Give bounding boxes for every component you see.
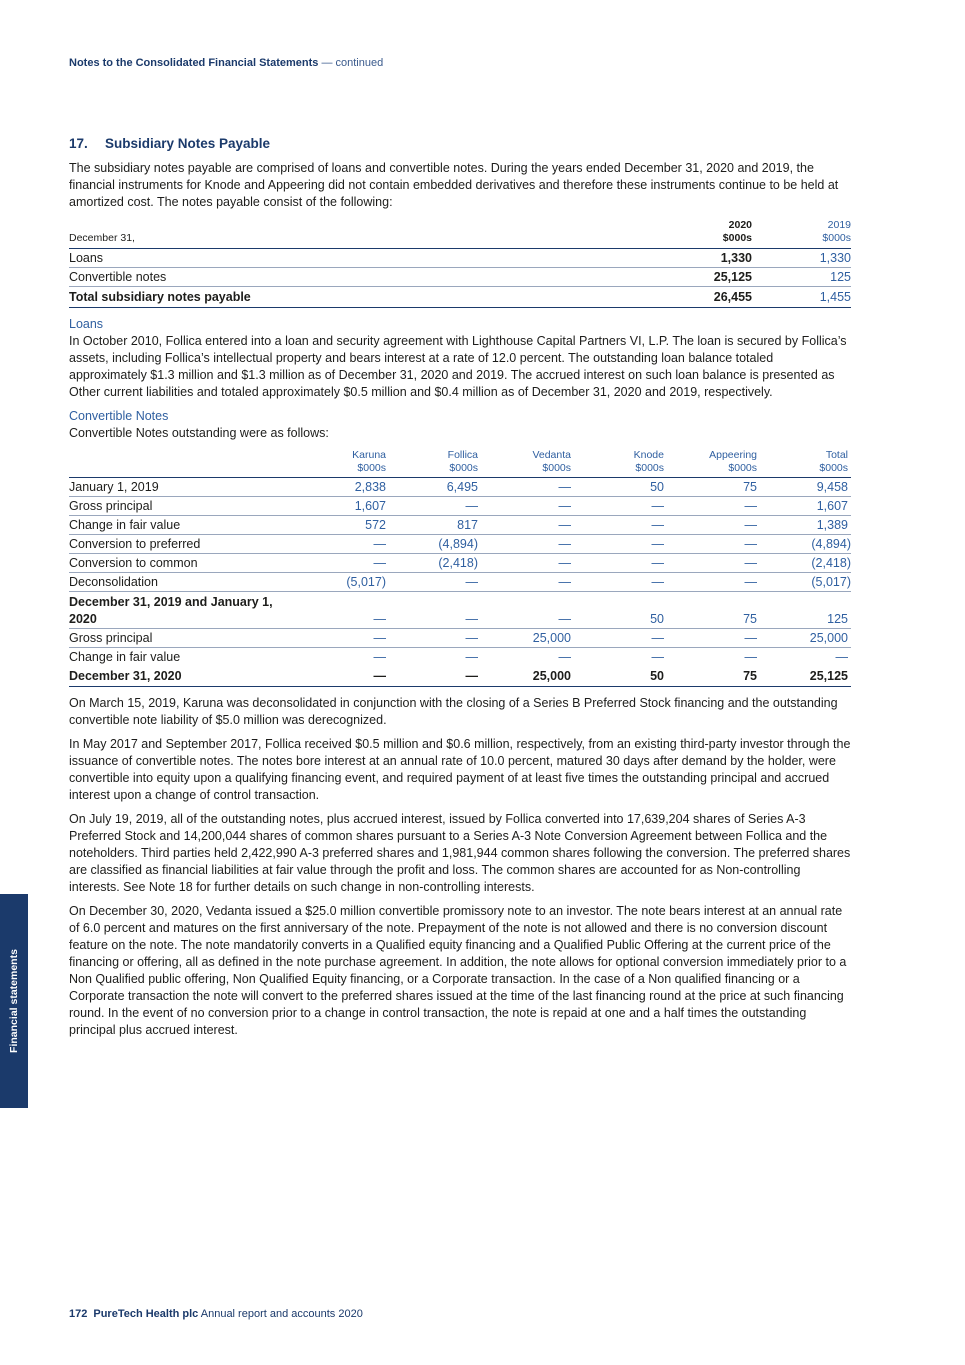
table-row [69, 478, 851, 497]
col-name: Appeering [709, 449, 757, 461]
col-header-karuna [299, 449, 386, 478]
cell-knode: 50 [571, 592, 664, 629]
table-row [69, 268, 851, 287]
header-continued: — continued [321, 57, 384, 69]
cell-total: (5,017) [757, 573, 851, 592]
loans-paragraph: In October 2010, Follica entered into a loan and security agreement with Lighthouse Capital Partners VI, L.P. The loan is secured by Follica’s assets, including Follica’s intellectual property and bears interest at a rate of 12.0 percent. The outstanding loan balance totaled approximately $1.3 million and $1.3 million as of December 31, 2020 and 2019. The accrued interest on such loan balance is presented as Other current liabilities and totaled approximately $0.5 million and $0.4 million as of December 31, 2020 and 2019, respectively. [69, 334, 847, 399]
col-unit: $000s [728, 462, 757, 474]
side-tab [0, 894, 28, 1108]
paragraph-vedanta: On December 30, 2020, Vedanta issued a $25.0 million convertible promissory note to an investor. The note bears interest at an annual rate of 6.0 percent and matures on the first anniversary of the note. Prepayment of the note is not allowed and there is no conversion discount feature on the note. The note mandatorily converts in a Qualified equity financing and a Qualified Public Offering at the current price of the financing or offering, all as defined in the note purchase agreement. In addition, the note allows for optional conversion immediately prior to a Non Qualified public offering, Non Qualified Equity financing, or a Corporate transaction. In the case of a Non qualified financing or a Corporate transaction the note will convert to the preferred shares issued at the time of the last financing round at the price at such financing round. In the event of no conversion prior to a change in control transaction, the note is repaid at one and a half times the outstanding principal plus accrued interest. [69, 904, 847, 1037]
table-row [69, 516, 851, 535]
cell-knode: — [651, 650, 664, 664]
col-header-vedanta [478, 449, 571, 478]
table-row [69, 249, 851, 268]
table-row [69, 648, 851, 667]
table-total-row [69, 666, 851, 687]
cell-total: 1,389 [757, 516, 851, 535]
cell-knode: — [571, 573, 664, 592]
row-label: Deconsolidation [69, 573, 299, 592]
col-name: Vedanta [532, 449, 571, 461]
cell-total: 25,125 [757, 666, 851, 687]
cell-karuna: — [299, 666, 386, 687]
cell-knode: — [571, 535, 664, 554]
t2-header-label [69, 449, 299, 478]
intro-paragraph: The subsidiary notes payable are comprised of loans and convertible notes. During the years ended December 31, 2020 and 2019, the financial instruments for Knode and Appeering did not contain embedded derivatives and therefore these instruments continue to be held at amortized cost. The notes payable consist of the following: [69, 161, 839, 209]
cell-total: (4,894) [757, 535, 851, 554]
row-label: Loans [69, 249, 649, 268]
cell-vedanta: — [478, 516, 571, 535]
cell-follica: (4,894) [386, 535, 478, 554]
col-name: Total [825, 449, 848, 461]
value-2020: 26,455 [649, 287, 752, 308]
cell-karuna: — [299, 535, 386, 554]
t1-header-label: December 31, [69, 219, 649, 249]
cell-follica: (2,418) [386, 554, 478, 573]
cell-total: 1,607 [757, 497, 851, 516]
convertible-notes-table [69, 449, 851, 687]
col-unit: $000s [819, 462, 848, 474]
col-unit: $000s [635, 462, 664, 474]
cell-vedanta: — [558, 650, 571, 664]
cell-knode: — [571, 497, 664, 516]
cell-karuna: (5,017) [299, 573, 386, 592]
cell-follica: — [386, 592, 478, 629]
footer-company: PureTech Health plc [93, 1308, 199, 1320]
table-total-row [69, 287, 851, 308]
row-label: Total subsidiary notes payable [69, 287, 649, 308]
cell-karuna: — [299, 554, 386, 573]
section-heading [69, 136, 851, 151]
cell-karuna: — [299, 629, 386, 648]
t1-2019-unit: $000s [822, 232, 851, 244]
cell-vedanta: — [478, 478, 571, 497]
page-footer [69, 1308, 363, 1320]
section-title: Subsidiary Notes Payable [105, 136, 271, 151]
side-tab-label: Financial statements [8, 949, 20, 1053]
cell-vedanta: 25,000 [478, 629, 571, 648]
cell-follica: 6,495 [386, 478, 478, 497]
row-label: Gross principal [69, 497, 299, 516]
cell-karuna: 1,607 [299, 497, 386, 516]
cell-appeering: — [664, 535, 757, 554]
col-unit: $000s [449, 462, 478, 474]
row-label: Conversion to common [69, 554, 299, 573]
cell-appeering: 75 [664, 592, 757, 629]
row-label: January 1, 2019 [69, 478, 299, 497]
row-label: Change in fair value [69, 516, 299, 535]
convertible-heading: Convertible Notes [69, 409, 169, 423]
cell-vedanta: — [478, 573, 571, 592]
cell-karuna: — [373, 650, 386, 664]
convertible-table-body [69, 478, 851, 687]
cell-vedanta: 25,000 [478, 666, 571, 687]
cell-follica: — [386, 666, 478, 687]
value-2020: 25,125 [649, 268, 752, 287]
cell-appeering: 75 [664, 666, 757, 687]
t1-header-2020 [649, 219, 752, 249]
cell-total: 9,458 [757, 478, 851, 497]
cell-knode: 50 [571, 666, 664, 687]
cell-total: — [835, 650, 848, 664]
cell-knode: 50 [571, 478, 664, 497]
value-2019: 1,330 [752, 249, 851, 268]
cell-appeering: — [664, 573, 757, 592]
main-content [69, 136, 851, 1046]
value-2019: 125 [752, 268, 851, 287]
paragraph-follica-conversion: On July 19, 2019, all of the outstanding notes, plus accrued interest, issued by Follica converted into 17,639,204 shares of Series A-3 Preferred Stock and 14,200,044 shares of common shares pursuant to a Series A-3 Note Conversion Agreement between Follica and the noteholders. Third parties held 2,422,990 A-3 preferred shares and 1,981,944 common shares following the conversion. The preferred shares are classified as financial liabilities at fair value through the profit and loss. The common shares are accounted for as Non-controlling interests. See Note 18 for further details on such change in non-controlling interests. [69, 812, 851, 894]
row-label: December 31, 2020 [69, 666, 299, 687]
footer-report: Annual report and accounts 2020 [200, 1308, 363, 1320]
loans-heading: Loans [69, 317, 104, 331]
cell-knode: — [571, 554, 664, 573]
cell-vedanta: — [478, 535, 571, 554]
t1-2020-unit: $000s [722, 232, 752, 244]
col-name: Knode [633, 449, 664, 461]
cell-vedanta: — [478, 554, 571, 573]
table-row [69, 629, 851, 648]
convertible-intro: Convertible Notes outstanding were as follows: [69, 426, 329, 440]
cell-appeering: — [664, 497, 757, 516]
cell-follica: — [465, 650, 478, 664]
table-row [69, 573, 851, 592]
col-unit: $000s [542, 462, 571, 474]
row-label: December 31, 2019 and January 1, 2020 [69, 592, 299, 629]
value-2020: 1,330 [649, 249, 752, 268]
cell-follica: — [386, 573, 478, 592]
col-name: Karuna [352, 449, 386, 461]
paragraph-karuna: On March 15, 2019, Karuna was deconsolidated in conjunction with the closing of a Series B Preferred Stock financing and the outstanding convertible note liability of $5.0 million was derecognized. [69, 696, 838, 727]
row-label: Change in fair value [69, 650, 181, 664]
cell-vedanta: — [478, 592, 571, 629]
notes-payable-table [69, 219, 851, 308]
col-name: Follica [447, 449, 478, 461]
page-header [69, 57, 383, 69]
cell-total: 25,000 [757, 629, 851, 648]
cell-appeering: — [664, 629, 757, 648]
table-row [69, 535, 851, 554]
paragraph-follica-notes: In May 2017 and September 2017, Follica received $0.5 million and $0.6 million, respectively, from an existing third-party investor through the issuance of convertible notes. The notes bore interest at an annual rate of 10.0 percent, matured 30 days after demand by the holder, were convertible into equity upon a qualifying financing event, and required payment of at least five times the outstanding principal and accrued interest upon a change of control transaction. [69, 737, 851, 802]
page-number: 172 [69, 1308, 88, 1320]
col-header-total [757, 449, 851, 478]
row-label: Conversion to preferred [69, 535, 299, 554]
col-unit: $000s [357, 462, 386, 474]
cell-follica: 817 [386, 516, 478, 535]
section-number: 17. [69, 136, 88, 151]
t1-2019-year: 2019 [827, 219, 851, 231]
t1-header-2019 [752, 219, 851, 249]
table-row [69, 554, 851, 573]
cell-karuna: 572 [299, 516, 386, 535]
row-label: Gross principal [69, 629, 299, 648]
t1-2020-year: 2020 [728, 219, 752, 231]
cell-vedanta: — [478, 497, 571, 516]
row-label: Convertible notes [69, 268, 649, 287]
col-header-knode [571, 449, 664, 478]
cell-total: (2,418) [757, 554, 851, 573]
cell-appeering: — [744, 650, 757, 664]
table-row [69, 497, 851, 516]
cell-appeering: 75 [664, 478, 757, 497]
col-header-follica [386, 449, 478, 478]
cell-karuna: 2,838 [299, 478, 386, 497]
col-header-appeering [664, 449, 757, 478]
value-2019: 1,455 [752, 287, 851, 308]
cell-follica: — [386, 497, 478, 516]
cell-knode: — [571, 516, 664, 535]
cell-knode: — [571, 629, 664, 648]
cell-appeering: — [664, 516, 757, 535]
cell-appeering: — [664, 554, 757, 573]
cell-karuna: — [299, 592, 386, 629]
cell-total: 125 [757, 592, 851, 629]
cell-follica: — [386, 629, 478, 648]
header-title: Notes to the Consolidated Financial Statements [69, 57, 319, 69]
table-subtotal-row [69, 592, 851, 629]
